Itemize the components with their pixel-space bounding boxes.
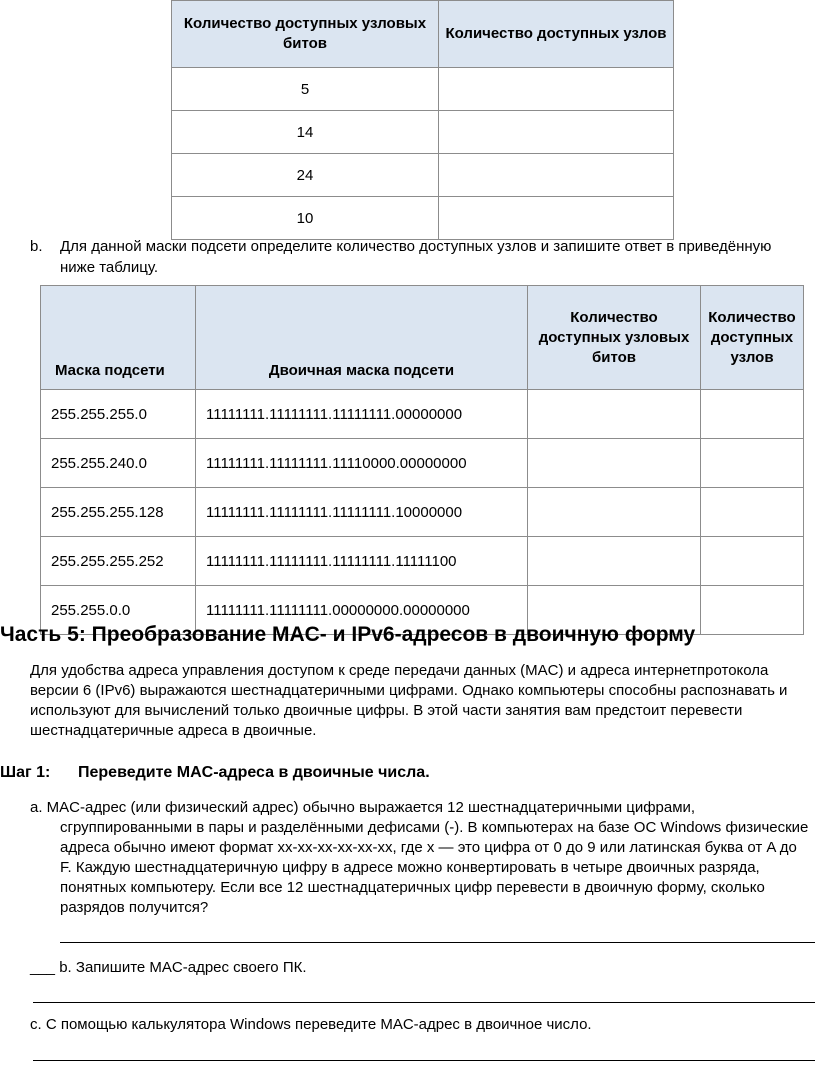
instruction-b bbox=[30, 236, 800, 278]
cell-hosts-answer[interactable] bbox=[701, 537, 804, 586]
cell-bits: 24 bbox=[172, 154, 439, 197]
cell-binary: 11111111.11111111.11111111.10000000 bbox=[196, 488, 528, 537]
question-a-text: сгруппированными в пары и разделёнными дефисами (-). В компьютерах на базе ОС Windows физические адреса обычно имеют формат xx-xx-xx-xx-xx-xx, где x — это цифра от 0 до 9 или латинская буква от A до F. Каждую шестнадцатеричную цифру в адресе можно конвертировать в четыре двоичных разряда, понятных компьютеру. Если все 12 шестнадцатеричных цифр перевести в двоичную форму, сколько разрядов получится? bbox=[60, 819, 809, 916]
question-a-first-line: a. MAC-адрес (или физический адрес) обычно выражается 12 шестнадцатеричными цифрами, bbox=[30, 799, 696, 816]
cell-hosts-answer[interactable] bbox=[439, 197, 674, 240]
cell-mask: 255.255.0.0 bbox=[41, 586, 196, 635]
cell-mask: 255.255.255.0 bbox=[41, 390, 196, 439]
list-marker: b. bbox=[30, 238, 43, 255]
cell-host-bits-answer[interactable] bbox=[528, 439, 701, 488]
host-bits-table bbox=[171, 0, 674, 240]
cell-host-bits-answer[interactable] bbox=[528, 488, 701, 537]
header-subnet-mask: Маска подсети bbox=[41, 286, 196, 390]
header-hosts: Количество доступных узлов bbox=[439, 1, 674, 68]
answer-line-c[interactable] bbox=[33, 1060, 815, 1061]
question-a bbox=[30, 798, 810, 918]
header-hosts: Количество доступных узлов bbox=[701, 286, 804, 390]
cell-bits: 5 bbox=[172, 68, 439, 111]
table-row bbox=[172, 111, 674, 154]
cell-binary: 11111111.11111111.11111111.11111100 bbox=[196, 537, 528, 586]
question-c: c. С помощью калькулятора Windows переведите MAC-адрес в двоичное число. bbox=[30, 1016, 592, 1033]
header-host-bits: Количество доступных узловых битов bbox=[528, 286, 701, 390]
section-title: Часть 5: Преобразование MAC- и IPv6-адресов в двоичную форму bbox=[0, 623, 696, 646]
table-header-row bbox=[41, 286, 804, 390]
question-b-text: b. Запишите MAC-адрес своего ПК. bbox=[59, 959, 307, 976]
cell-hosts-answer[interactable] bbox=[439, 111, 674, 154]
cell-mask: 255.255.255.128 bbox=[41, 488, 196, 537]
cell-hosts-answer[interactable] bbox=[701, 586, 804, 635]
cell-bits: 14 bbox=[172, 111, 439, 154]
question-b-blank: ___ bbox=[30, 959, 56, 976]
table-row bbox=[172, 154, 674, 197]
cell-hosts-answer[interactable] bbox=[439, 68, 674, 111]
answer-line-b[interactable] bbox=[33, 1002, 815, 1003]
cell-mask: 255.255.240.0 bbox=[41, 439, 196, 488]
step-heading bbox=[0, 764, 430, 782]
cell-hosts-answer[interactable] bbox=[701, 439, 804, 488]
question-b bbox=[30, 958, 307, 978]
subnet-mask-table bbox=[40, 285, 804, 635]
table-row bbox=[41, 390, 804, 439]
table-header-row bbox=[172, 1, 674, 68]
cell-hosts-answer[interactable] bbox=[439, 154, 674, 197]
table-row bbox=[41, 439, 804, 488]
answer-line-a[interactable] bbox=[60, 942, 815, 943]
cell-binary: 11111111.11111111.11111111.00000000 bbox=[196, 390, 528, 439]
cell-host-bits-answer[interactable] bbox=[528, 537, 701, 586]
cell-mask: 255.255.255.252 bbox=[41, 537, 196, 586]
cell-hosts-answer[interactable] bbox=[701, 390, 804, 439]
table-row bbox=[172, 68, 674, 111]
cell-host-bits-answer[interactable] bbox=[528, 390, 701, 439]
table-row bbox=[41, 488, 804, 537]
cell-binary: 11111111.11111111.00000000.00000000 bbox=[196, 586, 528, 635]
table-row bbox=[41, 537, 804, 586]
cell-bits: 10 bbox=[172, 197, 439, 240]
cell-binary: 11111111.11111111.11110000.00000000 bbox=[196, 439, 528, 488]
cell-hosts-answer[interactable] bbox=[701, 488, 804, 537]
step-number: Шаг 1: bbox=[0, 764, 51, 781]
header-host-bits: Количество доступных узловых битов bbox=[172, 1, 439, 68]
table-row bbox=[172, 197, 674, 240]
header-binary-mask: Двоичная маска подсети bbox=[196, 286, 528, 390]
step-title: Переведите MAC-адреса в двоичные числа. bbox=[78, 764, 430, 781]
instruction-text: Для данной маски подсети определите количество доступных узлов и запишите ответ в приведённую ниже таблицу. bbox=[60, 238, 772, 276]
section-intro: Для удобства адреса управления доступом к среде передачи данных (MAC) и адреса интернетпротокола версии 6 (IPv6) выражаются шестнадцатеричными цифрами. Однако компьютеры способны распознавать и используют для вычислений только двоичные цифры. В этой части занятия вам предстоит перевести шестнадцатеричные адреса в двоичные. bbox=[30, 662, 788, 739]
